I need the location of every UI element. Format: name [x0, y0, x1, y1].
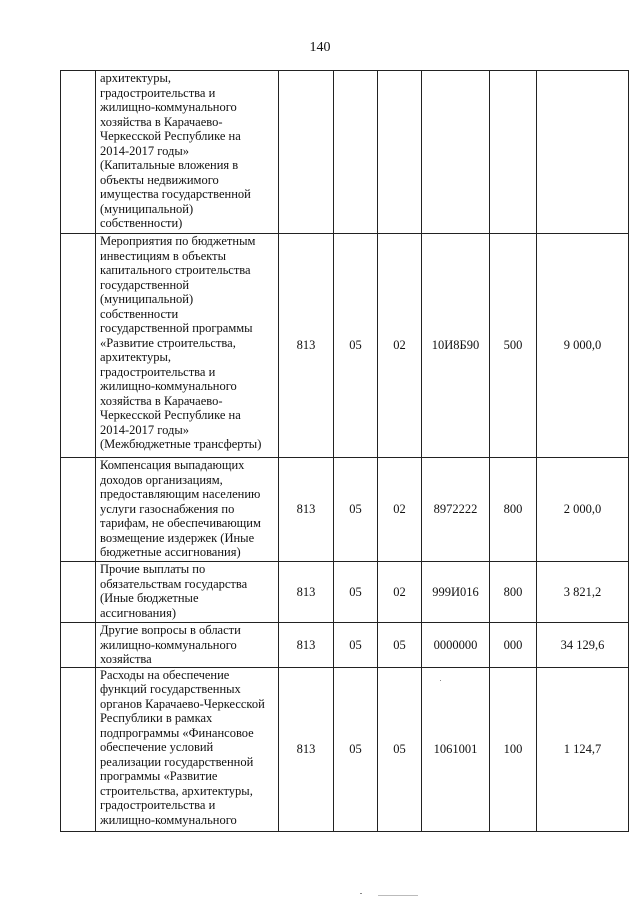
sum-cell	[537, 71, 629, 234]
item-name-line: (Иные бюджетные	[100, 591, 199, 605]
item-name-line: градостроительства и	[100, 364, 216, 379]
table-row	[61, 623, 629, 668]
item-name-line: Мероприятия по бюджетным	[100, 234, 256, 248]
item-name-line: услуги газоснабжения по	[100, 501, 235, 516]
sum-cell: 3 821,2	[537, 562, 629, 623]
table-row	[61, 234, 629, 458]
scan-speck	[360, 893, 362, 894]
target-cell: 10И8Б90	[422, 234, 490, 458]
item-name-line: жилищно-коммунального	[100, 379, 237, 393]
item-name-cell	[96, 562, 279, 623]
section-cell	[334, 71, 378, 234]
ministry-cell: 813	[279, 562, 334, 623]
item-name-line: (муниципальной)	[100, 201, 194, 216]
item-name-line: доходов организациям,	[100, 472, 223, 487]
row-number-cell	[61, 234, 96, 458]
item-name-line: предоставляющим населению	[100, 487, 261, 501]
item-name-line: бюджетные ассигнования)	[100, 545, 241, 559]
type-cell	[490, 71, 537, 234]
sum-cell: 1 124,7	[537, 667, 629, 831]
item-name-line: государственной	[100, 277, 190, 292]
subsection-cell: 02	[378, 234, 422, 458]
item-name-line: хозяйства в Карачаево-	[100, 114, 223, 129]
subsection-cell: 02	[378, 458, 422, 562]
subsection-cell	[378, 71, 422, 234]
page-number: 140	[309, 40, 331, 55]
item-name-line: ассигнования)	[100, 605, 176, 620]
row-number-cell	[61, 71, 96, 234]
ministry-cell: 813	[279, 234, 334, 458]
item-name-line: Расходы на обеспечение	[100, 667, 230, 682]
row-number-cell	[61, 623, 96, 668]
item-name-line: «Развитие строительства,	[100, 335, 236, 350]
type-cell: 000	[490, 623, 537, 668]
item-name-line: возмещение издержек (Иные	[100, 530, 255, 545]
item-name-line: архитектуры,	[100, 71, 171, 85]
type-cell: 800	[490, 458, 537, 562]
row-number-cell	[61, 667, 96, 831]
item-name-line: собственности	[100, 306, 179, 321]
row-number-cell	[61, 458, 96, 562]
budget-table-body	[61, 71, 629, 832]
subsection-cell: 02	[378, 562, 422, 623]
type-cell: 800	[490, 562, 537, 623]
item-name-line: 2014-2017 годы»	[100, 422, 190, 437]
item-name-line: государственной программы	[100, 321, 253, 335]
section-cell: 05	[334, 562, 378, 623]
item-name-line: объекты недвижимого	[100, 172, 219, 187]
item-name-line: Компенсация выпадающих	[100, 458, 245, 472]
item-name-line: органов Карачаево-Черкесской	[100, 696, 265, 711]
item-name-line: обязательствам государства	[100, 576, 248, 591]
item-name-line: строительства, архитектуры,	[100, 783, 253, 798]
ministry-cell	[279, 71, 334, 234]
item-name-line: (Межбюджетные трансферты)	[100, 437, 262, 451]
item-name-cell	[96, 71, 279, 234]
sum-cell: 34 129,6	[537, 623, 629, 668]
section-cell: 05	[334, 458, 378, 562]
target-cell	[422, 71, 490, 234]
item-name-line: хозяйства в Карачаево-	[100, 393, 223, 408]
item-name-line: инвестициям в объекты	[100, 248, 227, 263]
item-name-cell	[96, 234, 279, 458]
item-name-line: подпрограммы «Финансовое	[100, 725, 254, 740]
row-number-cell	[61, 562, 96, 623]
type-cell: 100	[490, 667, 537, 831]
table-row	[61, 458, 629, 562]
item-name-line: хозяйства	[100, 652, 152, 666]
subsection-cell: 05	[378, 667, 422, 831]
section-cell: 05	[334, 623, 378, 668]
sum-cell: 2 000,0	[537, 458, 629, 562]
table-row	[61, 71, 629, 234]
item-name-cell	[96, 458, 279, 562]
ministry-cell: 813	[279, 458, 334, 562]
item-name-line: (муниципальной)	[100, 292, 194, 306]
scan-speck	[378, 895, 418, 896]
item-name-line: реализации государственной	[100, 754, 254, 769]
item-name-line: Прочие выплаты по	[100, 562, 206, 576]
target-cell: 999И016	[422, 562, 490, 623]
item-name-line: Другие вопросы в области	[100, 623, 241, 637]
item-name-line: 2014-2017 годы»	[100, 143, 190, 158]
item-name-line: обеспечение условий	[100, 740, 214, 754]
item-name-line: имущества государственной	[100, 187, 251, 201]
type-cell: 500	[490, 234, 537, 458]
sum-cell: 9 000,0	[537, 234, 629, 458]
subsection-cell: 05	[378, 623, 422, 668]
item-name-cell	[96, 623, 279, 668]
item-name-line: жилищно-коммунального	[100, 812, 237, 827]
target-cell: 8972222	[422, 458, 490, 562]
target-cell: 1061001	[422, 667, 490, 831]
item-name-line: жилищно-коммунального	[100, 637, 237, 652]
item-name-line: Республики в рамках	[100, 711, 213, 725]
scan-speck	[440, 680, 441, 681]
ministry-cell: 813	[279, 667, 334, 831]
table-row	[61, 562, 629, 623]
item-name-line: градостроительства и	[100, 798, 216, 812]
item-name-line: функций государственных	[100, 682, 241, 696]
item-name-line: собственности)	[100, 216, 183, 230]
ministry-cell: 813	[279, 623, 334, 668]
item-name-line: градостроительства и	[100, 85, 216, 100]
table-row	[61, 667, 629, 831]
item-name-line: капитального строительства	[100, 263, 251, 277]
item-name-line: (Капитальные вложения в	[100, 158, 239, 172]
section-cell: 05	[334, 667, 378, 831]
item-name-line: жилищно-коммунального	[100, 100, 237, 114]
item-name-line: тарифам, не обеспечивающим	[100, 516, 261, 530]
section-cell: 05	[334, 234, 378, 458]
item-name-line: архитектуры,	[100, 350, 171, 364]
target-cell: 0000000	[422, 623, 490, 668]
budget-table	[60, 70, 629, 832]
item-name-cell	[96, 667, 279, 831]
item-name-line: Черкесской Республике на	[100, 408, 241, 422]
item-name-line: Черкесской Республике на	[100, 129, 241, 143]
item-name-line: программы «Развитие	[100, 769, 218, 783]
